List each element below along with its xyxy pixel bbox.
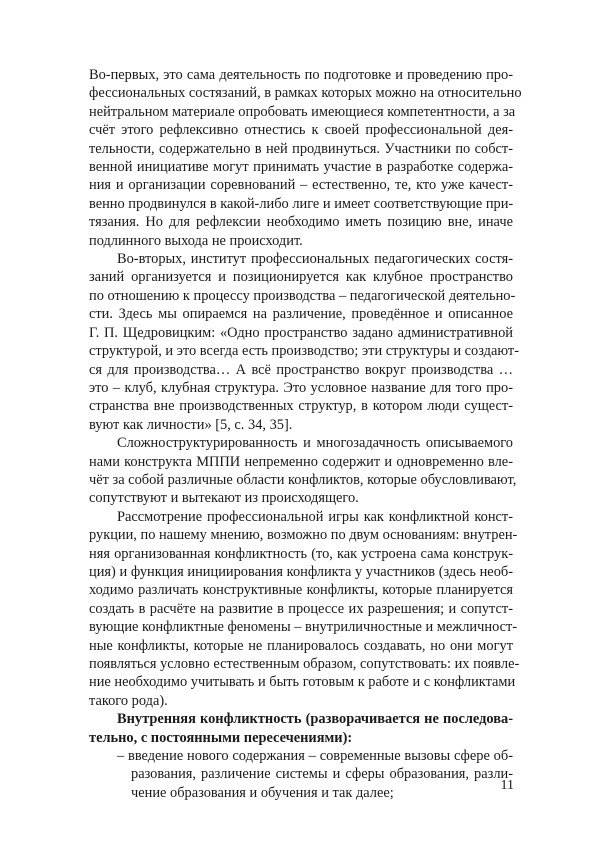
text-line: Во-первых, это сама деятельность по подготовке и проведению про- (89, 67, 513, 83)
text-line: Г. П. Щедровицким: «Одно пространство задано административной (89, 324, 513, 341)
text-line: ные конфликты, которые не планировалось создавать, но они могут (89, 637, 513, 654)
text-line: нами конструкта МППИ непременно содержит и одновременно вле- (89, 453, 513, 470)
text-line: структурой, и это всегда есть производство; эти структуры и создают- (89, 343, 520, 360)
text-line: ся для производства… А всё пространство вокруг производства … (89, 361, 513, 378)
text-line: ходимо различать конструктивные конфликты, которые планируется (89, 582, 513, 599)
paragraph-2 (89, 250, 520, 434)
text-line: ция) и функция инициирования конфликта у участников (здесь необ- (89, 563, 513, 580)
text-line: чёт за собой различные области конфликтов, которые обусловливают, (89, 471, 517, 488)
text-line: появляться условно естественным образом, сопутствовать: их появле- (89, 656, 520, 672)
page-number: 11 (500, 778, 514, 793)
text-line: ние необходимо учитывать и быть готовым к работе и с конфликтами (89, 674, 516, 691)
text-line: вующие конфликтные феномены – внутриличностные и межличност- (89, 619, 518, 636)
text-line: заний организуется и позиционируется как клубное пространство (89, 269, 513, 286)
text-line: чение образования и обучения и так далее; (131, 784, 394, 801)
text-line: подлинного выхода не происходит. (89, 232, 303, 249)
text-line: сопутствуют и вытекают из происходящего. (89, 490, 359, 507)
text-line: фессиональных состязаний, в рамках которых можно на относительно (89, 85, 522, 102)
paragraph-1 (89, 66, 522, 250)
text-line: разования, различение системы и сферы образования, разли- (131, 766, 513, 783)
text-line: венно продвинулся в какой-либо лиге и имеет соответствующие при- (89, 195, 514, 212)
text-line: ния и организации соревнований – естественно, те, кто уже качест- (89, 177, 513, 194)
text-line: Во-вторых, институт профессиональных педагогических состя- (117, 251, 513, 268)
text-line: такого рода). (89, 692, 168, 709)
text-line: сти. Здесь мы опираемся на различение, проведённое и описанное (89, 306, 513, 323)
text-line: Сложноструктурированность и многозадачность описываемого (117, 435, 513, 452)
text-line: нейтральном материале опробовать имеющиеся компетентности, а за (89, 103, 516, 120)
text-line: счёт этого рефлексивно отнестись к своей профессиональной дея- (89, 122, 513, 139)
text-line: няя организованная конфликтность (то, как устроена сама конструк- (89, 545, 513, 562)
text-line: венной инициативе могут принимать участие в разработке содержа- (89, 159, 513, 176)
text-line: создать в расчёте на развитие в процессе их разрешения; и сопутст- (89, 600, 513, 617)
list-item (89, 747, 513, 802)
heading-line: Внутренняя конфликтность (разворачивается не последова- (117, 711, 513, 728)
text-line: тязания. Но для рефлексии необходимо иметь позицию вне, иначе (89, 214, 513, 231)
paragraph-3 (89, 434, 517, 508)
section-heading (89, 710, 513, 747)
paragraph-4 (89, 508, 520, 710)
text-line: Рассмотрение профессиональной игры как конфликтной конст- (117, 508, 513, 525)
text-line: это – клуб, клубная структура. Это условное название для того про- (89, 379, 513, 396)
heading-line: тельно, с постоянными пересечениями): (89, 729, 353, 746)
text-line: рукции, по нашему мнению, возможно по двум основаниям: внутрен- (89, 527, 518, 544)
text-line: странства вне производственных структур, в котором люди сущест- (89, 398, 513, 415)
text-line: вуют как личности» [5, с. 34, 35]. (89, 416, 293, 433)
body-text (89, 66, 522, 802)
text-line: – введение нового содержания – современные вызовы сфере об- (117, 748, 513, 765)
text-line: тельности, содержательно в ней продвинуться. Участники по собст- (89, 140, 513, 157)
text-line: по отношению к процессу производства – педагогической деятельно- (89, 287, 516, 304)
dash-list (89, 747, 513, 802)
